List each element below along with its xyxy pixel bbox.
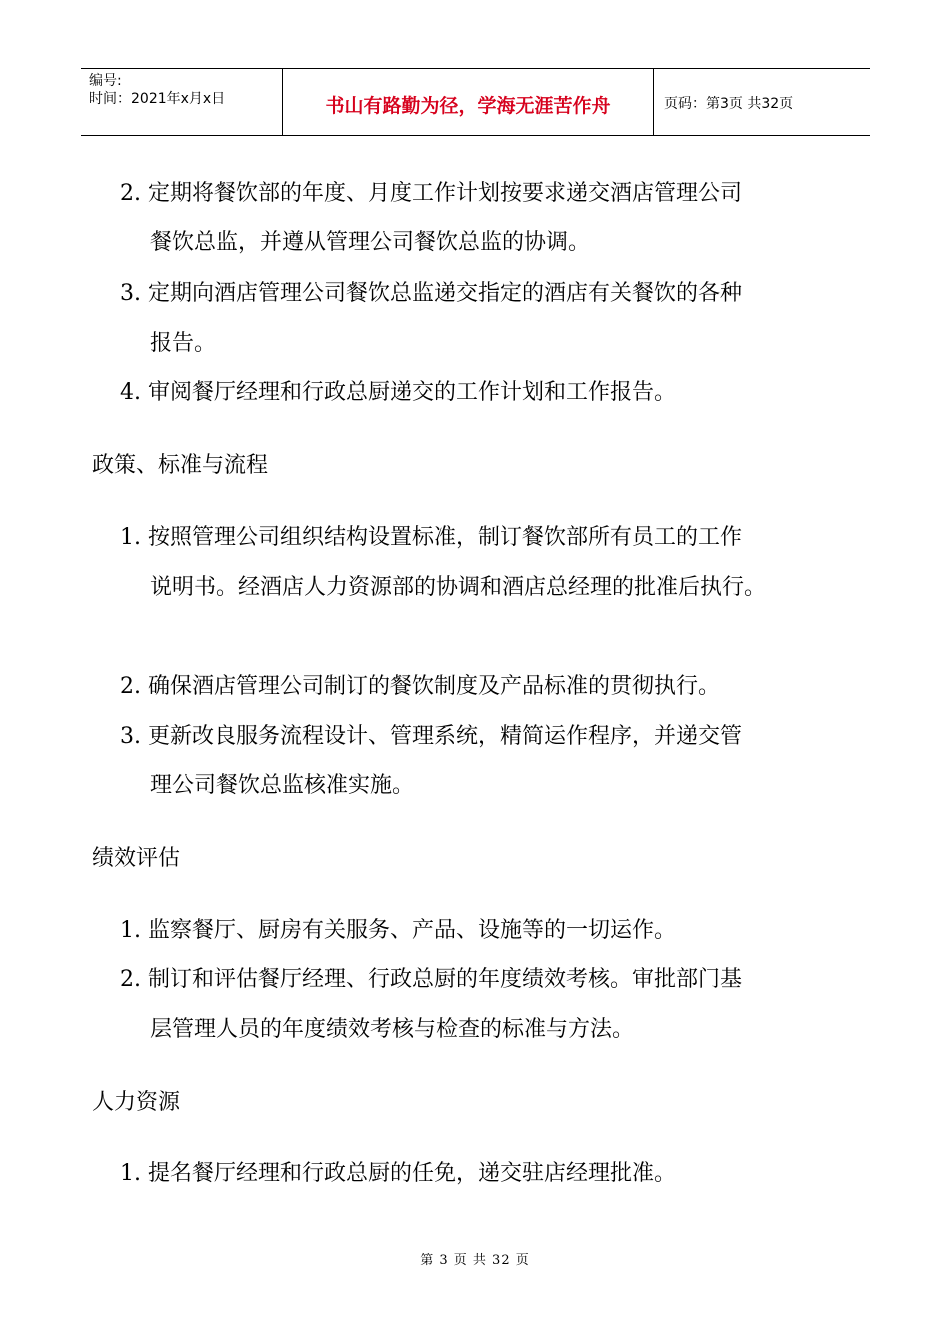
list-item-continuation: 说明书。经酒店人力资源部的协调和酒店总经理的批准后执行。 [150,575,767,600]
list-item: 1. 提名餐厅经理和行政总厨的任免，递交驻店经理批准。 [120,1161,676,1186]
header-page-cell [654,69,870,135]
header-info-cell [81,69,283,135]
section-heading-policy: 政策、标准与流程 [92,453,269,478]
list-item: 2. 定期将餐饮部的年度、月度工作计划按要求递交酒店管理公司 [120,181,742,206]
date-label: 时间：2021年x月x日 [89,91,226,107]
list-item: 2. 确保酒店管理公司制订的餐饮制度及产品标准的贯彻执行。 [120,674,720,699]
page-label: 页码：第3页 共32页 [664,96,794,112]
list-item: 3. 更新改良服务流程设计、管理系统，精简运作程序，并递交管 [120,724,742,749]
header-table [81,68,870,136]
section-heading-hr: 人力资源 [92,1090,181,1115]
list-item-continuation: 报告。 [150,331,217,356]
list-item-continuation: 餐饮总监，并遵从管理公司餐饮总监的协调。 [150,230,591,255]
header-motto-cell [283,69,654,135]
list-item-continuation: 层管理人员的年度绩效考核与检查的标准与方法。 [150,1017,635,1042]
section-heading-performance: 绩效评估 [92,846,181,871]
list-item: 4. 审阅餐厅经理和行政总厨递交的工作计划和工作报告。 [120,380,676,405]
page-footer: 第 3 页 共 32 页 [420,1253,530,1268]
motto-text: 书山有路勤为径，学海无涯苦作舟 [325,94,611,117]
list-item: 2. 制订和评估餐厅经理、行政总厨的年度绩效考核。审批部门基 [120,967,742,992]
list-item: 1. 监察餐厅、厨房有关服务、产品、设施等的一切运作。 [120,918,676,943]
list-item: 1. 按照管理公司组织结构设置标准，制订餐饮部所有员工的工作 [120,525,742,550]
list-item-continuation: 理公司餐饮总监核准实施。 [150,773,415,798]
list-item: 3. 定期向酒店管理公司餐饮总监递交指定的酒店有关餐饮的各种 [120,281,742,306]
serial-label: 编号: [89,73,122,89]
